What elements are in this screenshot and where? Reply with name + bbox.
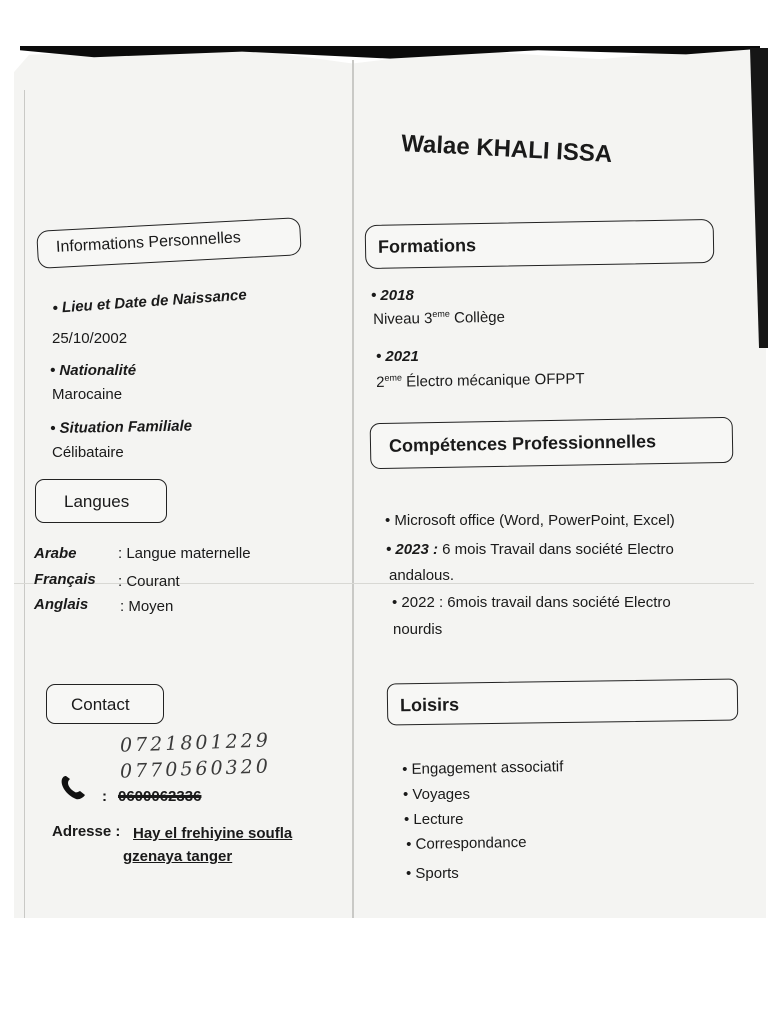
language-name: Arabe — [34, 545, 77, 562]
formation-year: • 2018 — [371, 287, 414, 304]
phone-colon: : — [102, 788, 107, 805]
hobby-item: • Lecture — [404, 811, 464, 828]
birth-value: 25/10/2002 — [52, 330, 128, 347]
hobby-item: • Engagement associatif — [402, 758, 564, 778]
family-value: Célibataire — [52, 444, 124, 461]
address-label: Adresse : — [52, 823, 121, 840]
address-line-1: Hay el frehiyine soufla — [133, 825, 293, 842]
background-top — [0, 0, 768, 48]
birth-label: • Lieu et Date de Naissance — [52, 286, 248, 317]
hobby-item: • Correspondance — [406, 833, 527, 853]
skill-item: • 2023 : 6 mois Travail dans société Electro — [386, 541, 674, 558]
languages-heading: Langues — [64, 492, 130, 511]
hobby-item: • Sports — [406, 865, 459, 882]
family-label: • Situation Familiale — [50, 417, 193, 437]
skill-item: • Microsoft office (Word, PowerPoint, Excel) — [385, 512, 675, 529]
contact-heading-box — [46, 684, 164, 724]
personal-info-heading: Informations Personnelles — [55, 229, 242, 256]
language-name: Anglais — [34, 596, 89, 613]
hobbies-heading-box — [387, 679, 739, 726]
formations-heading-box — [365, 219, 715, 269]
languages-heading-box — [35, 479, 167, 523]
contact-heading: Contact — [71, 695, 130, 714]
skill-item-continued: andalous. — [389, 567, 455, 584]
formation-year: • 2021 — [376, 348, 419, 365]
language-level: : Courant — [118, 573, 180, 590]
skills-heading-box — [370, 417, 734, 469]
formation-title: 2eme Électro mécanique OFPPT — [376, 370, 585, 391]
nationality-value: Marocaine — [52, 386, 123, 403]
nationality-label: • Nationalité — [50, 362, 137, 379]
handwritten-phone-2: 0770560320 — [119, 755, 272, 783]
skills-heading: Compétences Professionnelles — [388, 431, 657, 456]
address-line-2: gzenaya tanger — [123, 848, 233, 865]
hobbies-heading: Loisirs — [399, 694, 460, 716]
skill-item: • 2022 : 6mois travail dans société Electro — [392, 594, 671, 611]
language-level: : Langue maternelle — [118, 545, 251, 562]
crossed-phone: 0600062336 — [118, 788, 202, 805]
language-name: Français — [34, 571, 96, 588]
hobby-item: • Voyages — [403, 786, 470, 803]
skill-item-continued: nourdis — [393, 621, 443, 638]
fold-line-vertical — [352, 60, 354, 918]
language-level: : Moyen — [120, 598, 174, 615]
candidate-name: Walae KHALI ISSA — [400, 130, 613, 169]
formation-title: Niveau 3eme Collège — [373, 308, 506, 328]
handwritten-phone-1: 0721801229 — [119, 729, 272, 757]
fold-line-left — [24, 90, 25, 918]
formations-heading: Formations — [377, 235, 477, 257]
phone-icon — [58, 776, 90, 802]
